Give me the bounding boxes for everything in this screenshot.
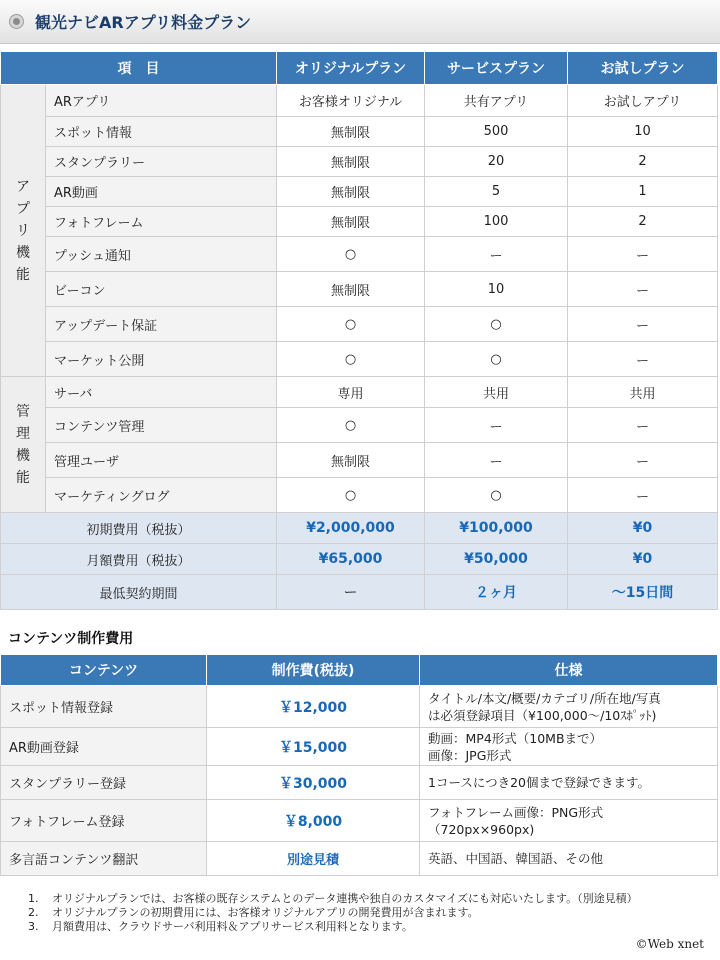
table-row: [1, 443, 718, 478]
plan-value: ○: [277, 342, 425, 377]
category-text: ア プ リ 機 能: [16, 178, 30, 283]
spec-line: 動画：MP4形式（10MBまで）: [428, 730, 603, 746]
feature-label: アップデート保証: [46, 307, 277, 342]
fee-value: ¥100,000: [425, 513, 568, 544]
fee-label: 月額費用（税抜）: [1, 544, 277, 575]
plan-value: 無制限: [277, 443, 425, 478]
note-item: [28, 892, 638, 906]
plan-value: 2: [568, 147, 718, 177]
plan-value: ○: [277, 237, 425, 272]
spec-line: 英語、中国語、韓国語、その他: [428, 851, 604, 866]
table-row: [1, 686, 718, 728]
plan-value: 共用: [425, 377, 568, 408]
col-header-trial-plan: お試しプラン: [568, 52, 718, 85]
col-header-service-plan: サービスプラン: [425, 52, 568, 85]
plan-value: 無制限: [277, 272, 425, 307]
note-number: 3.: [28, 920, 39, 933]
fee-value: ¥65,000: [277, 544, 425, 575]
note-text: オリジナルプランでは、お客様の既存システムとのデータ連携や独自のカスタマイズにも対応いたします。（別途見積）: [52, 892, 638, 905]
content-cost-table: [0, 654, 718, 876]
note-item: [28, 920, 638, 934]
content-spec: [420, 766, 718, 800]
col-header-spec: 仕様: [420, 655, 718, 686]
content-cost: ￥15,000: [207, 728, 420, 766]
content-spec: [420, 842, 718, 876]
table-row: [1, 728, 718, 766]
plan-value: 1: [568, 177, 718, 207]
plan-value: 無制限: [277, 117, 425, 147]
spec-line: 1コースにつき20個まで登録できます。: [428, 775, 650, 790]
spec-line: タイトル/本文/概要/カテゴリ/所在地/写真: [428, 690, 661, 706]
fee-value: ２ヶ月: [425, 575, 568, 610]
feature-label: AR動画: [46, 177, 277, 207]
spec-line: は必須登録項目（¥100,000〜/10ｽﾎﾟｯﾄ): [428, 707, 657, 723]
plan-value: ー: [568, 342, 718, 377]
category-label: [1, 377, 46, 513]
table-row: [1, 800, 718, 842]
plan-comparison-table: [0, 51, 718, 610]
note-item: [28, 906, 638, 920]
note-text: 月額費用は、クラウドサーバ利用料＆アプリサービス利用料となります。: [52, 920, 413, 933]
plan-value: ー: [568, 307, 718, 342]
table-row: [1, 147, 718, 177]
feature-label: ビーコン: [46, 272, 277, 307]
plan-value: ○: [425, 478, 568, 513]
fee-row: [1, 575, 718, 610]
plan-value: ー: [568, 272, 718, 307]
plan-value: 無制限: [277, 177, 425, 207]
feature-label: フォトフレーム: [46, 207, 277, 237]
plan-value: ー: [425, 237, 568, 272]
fee-label: 最低契約期間: [1, 575, 277, 610]
content-cost: ￥12,000: [207, 686, 420, 728]
plan-value: 無制限: [277, 207, 425, 237]
plan-value: ○: [277, 478, 425, 513]
col-header-original-plan: オリジナルプラン: [277, 52, 425, 85]
feature-label: スポット情報: [46, 117, 277, 147]
col-header-cost: 制作費(税抜): [207, 655, 420, 686]
fee-row: [1, 513, 718, 544]
copyright: ©Web xnet: [635, 937, 704, 951]
content-spec: [420, 686, 718, 728]
category-label: [1, 85, 46, 377]
content-cost: ￥30,000: [207, 766, 420, 800]
content-name: AR動画登録: [1, 728, 207, 766]
content-header-row: [1, 655, 718, 686]
content-name: スポット情報登録: [1, 686, 207, 728]
table-row: [1, 117, 718, 147]
table-row: [1, 307, 718, 342]
feature-label: コンテンツ管理: [46, 408, 277, 443]
plan-value: 無制限: [277, 147, 425, 177]
note-text: オリジナルプランの初期費用には、お客様オリジナルアプリの開発費用が含まれます。: [52, 906, 479, 919]
spec-line: 画像：JPG形式: [428, 747, 512, 763]
table-row: [1, 766, 718, 800]
fee-value: ¥0: [568, 513, 718, 544]
plan-value: 共有アプリ: [425, 85, 568, 117]
plan-value: ○: [425, 342, 568, 377]
plan-value: ー: [425, 408, 568, 443]
col-header-item: 項 目: [1, 52, 277, 85]
plan-value: 20: [425, 147, 568, 177]
plan-value: 共用: [568, 377, 718, 408]
fee-row: [1, 544, 718, 575]
plan-value: お試しアプリ: [568, 85, 718, 117]
table-row: [1, 177, 718, 207]
fee-value: ¥2,000,000: [277, 513, 425, 544]
plan-value: ー: [425, 443, 568, 478]
plan-value: 10: [568, 117, 718, 147]
plan-value: 2: [568, 207, 718, 237]
note-number: 1.: [28, 892, 39, 905]
page-title: 観光ナビARアプリ料金プラン: [35, 13, 252, 32]
feature-label: スタンプラリー: [46, 147, 277, 177]
col-header-content: コンテンツ: [1, 655, 207, 686]
content-section-title: コンテンツ制作費用: [8, 631, 134, 647]
plan-value: 専用: [277, 377, 425, 408]
table-row: [1, 408, 718, 443]
note-number: 2.: [28, 906, 39, 919]
table-row: [1, 272, 718, 307]
spec-line: フォトフレーム画像：PNG形式: [428, 804, 604, 820]
table-row: [1, 237, 718, 272]
feature-label: 管理ユーザ: [46, 443, 277, 478]
plan-value: 5: [425, 177, 568, 207]
plan-value: ー: [568, 408, 718, 443]
table-row: [1, 842, 718, 876]
plan-value: ○: [277, 408, 425, 443]
content-cost: ￥8,000: [207, 800, 420, 842]
table-row: [1, 342, 718, 377]
feature-label: サーバ: [46, 377, 277, 408]
fee-value: ー: [277, 575, 425, 610]
plan-value: 500: [425, 117, 568, 147]
page-header: [0, 0, 720, 44]
table-row: [1, 478, 718, 513]
content-spec: [420, 800, 718, 842]
content-name: スタンプラリー登録: [1, 766, 207, 800]
content-spec: [420, 728, 718, 766]
content-name: フォトフレーム登録: [1, 800, 207, 842]
fee-value: ¥50,000: [425, 544, 568, 575]
notes-list: [28, 892, 638, 934]
table-row: [1, 85, 718, 117]
table-row: [1, 207, 718, 237]
plan-header-row: [1, 52, 718, 85]
content-name: 多言語コンテンツ翻訳: [1, 842, 207, 876]
table-row: [1, 377, 718, 408]
plan-value: ○: [277, 307, 425, 342]
fee-value: 〜15日間: [568, 575, 718, 610]
plan-value: お客様オリジナル: [277, 85, 425, 117]
plan-value: ー: [568, 478, 718, 513]
spec-line: （720px×960px): [428, 821, 535, 837]
plan-value: ー: [568, 237, 718, 272]
plan-value: 100: [425, 207, 568, 237]
feature-label: マーケット公開: [46, 342, 277, 377]
feature-label: ARアプリ: [46, 85, 277, 117]
plan-value: ○: [425, 307, 568, 342]
plan-value: 10: [425, 272, 568, 307]
fee-value: ¥0: [568, 544, 718, 575]
category-text: 管 理 機 能: [16, 403, 30, 486]
feature-label: マーケティングログ: [46, 478, 277, 513]
bullet-circle-icon: [10, 15, 23, 28]
content-cost: 別途見積: [207, 842, 420, 876]
plan-value: ー: [568, 443, 718, 478]
fee-label: 初期費用（税抜）: [1, 513, 277, 544]
feature-label: プッシュ通知: [46, 237, 277, 272]
